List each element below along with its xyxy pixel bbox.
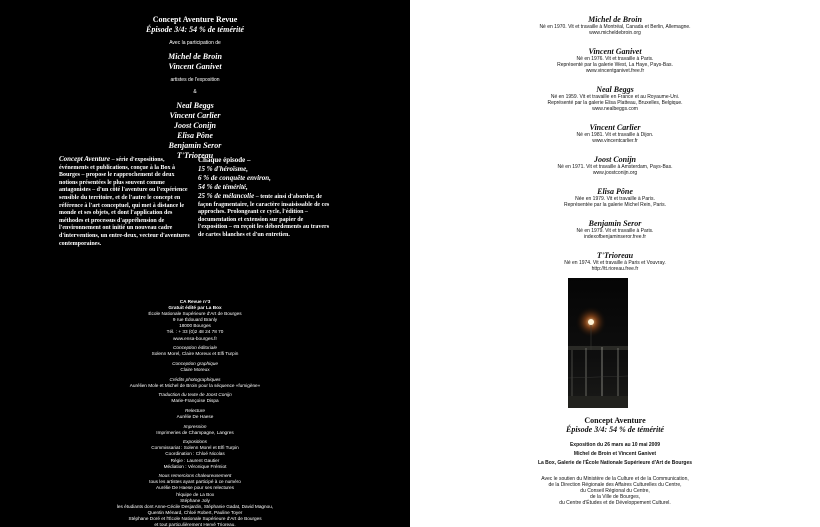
bio-line: www.vincentganivet.free.fr <box>585 68 645 74</box>
credit-label: Conception éditoriale <box>172 345 218 351</box>
address-line: École Nationale Supérieure d'Art de Bourges <box>148 311 242 317</box>
thanks-line: l'équipe de La Box <box>175 491 215 497</box>
credit-value: Médiation : Véronique Frémiot <box>163 463 227 469</box>
credit-value: Coordination : Chloé Nicolas <box>165 451 225 457</box>
bio-entry <box>515 85 715 112</box>
concept-lead: Concept Aventure <box>59 155 111 163</box>
bio-entry <box>515 219 715 240</box>
support-line: de la Ville de Bourges, <box>590 494 640 500</box>
support-line: du Centre d'Études et de Développement Culturel. <box>559 500 671 506</box>
participation-label: Avec la participation de <box>169 40 221 46</box>
artist-name: Vincent Carlier <box>169 111 221 120</box>
credit-value: Claire Moreux <box>180 366 210 372</box>
support-line: du Conseil Régional du Centre, <box>580 488 650 494</box>
thanks-line: Quentin Ménard, Chloé Robert, Pauline Toyer <box>147 509 243 515</box>
episode-item: 25 % de mélancolie <box>198 192 255 200</box>
bio-name: Vincent Ganivet <box>588 47 642 56</box>
credit-value: Solenn Morel, Claire Moreux et Elfi Turpin <box>151 351 239 357</box>
bio-line: Née en 1979. Vit et travaille à Paris. <box>575 196 655 202</box>
bio-line: www.nealbeggs.com <box>592 106 638 112</box>
bio-entry <box>515 187 715 208</box>
credit-value: Imprimeries de Champagne, Langres <box>156 429 234 435</box>
artist-name: Benjamin Seror <box>168 141 222 150</box>
episode-body: – tente ainsi d'aborder, de façon fragmentaire, le caractère insaisissable de ces approches. Prolongeant ce cycle, l'édition – documentation et extension sur papier de l'exposition – en reçoit les débordements au travers de cartes blanches et d'un entretien. <box>198 194 330 238</box>
bio-entry <box>515 47 715 74</box>
revue-title: Concept Aventure Revue <box>152 15 238 24</box>
colophon <box>95 299 295 527</box>
concept-column <box>59 156 191 248</box>
exhibition-dates: Exposition du 26 mars au 10 mai 2009 <box>569 442 661 448</box>
support-line: Avec le soutien du Ministère de la Culture et de la Communication, <box>541 476 689 482</box>
bio-line: Représenté par la galerie Elisa Platteau, Bruxelles, Belgique. <box>547 100 683 106</box>
organizer-name: Michel de Broin <box>168 52 222 61</box>
episode-intro: Chaque épisode – <box>198 156 251 164</box>
credit-label: Impression <box>183 423 207 429</box>
episode-item: 15 % d'héroïsme, <box>198 165 248 173</box>
support-line: de la Direction Régionale des Affaires Culturelles du Centre, <box>548 482 682 488</box>
artist-name: Elisa Pône <box>177 131 213 140</box>
address-line: 18000 Bourges <box>179 323 211 329</box>
bio-line: www.vincentcarlier.fr <box>592 138 638 144</box>
credit-label: Nous remercions chaleureusement <box>158 473 232 479</box>
artwork-photo <box>568 278 628 408</box>
credit-label: Crédits photographiques <box>169 376 221 382</box>
exhibition-title: Concept Aventure <box>584 416 646 425</box>
exhibition-artists: Michel de Broin et Vincent Ganivet <box>573 451 657 457</box>
credit-value: Commissariat : Solenn Morel et Elfi Turpin <box>151 445 239 451</box>
episode-item: 54 % de témérité, <box>198 183 248 191</box>
bio-name: Benjamin Seror <box>588 219 642 228</box>
credit-label: Relecture <box>184 407 206 413</box>
bio-entry <box>515 15 715 36</box>
thanks-line: Stéphane Joly <box>180 497 210 503</box>
bio-line: www.micheldebroin.org <box>589 30 641 36</box>
bio-line: Représentée par la galerie Michel Rein, Paris. <box>564 202 666 208</box>
address-line: www.ensa-bourges.fr <box>172 335 218 341</box>
bio-line: indexofbenjaminseror.free.fr <box>584 234 646 240</box>
right-page <box>410 0 820 527</box>
bio-line: www.joostconijn.org <box>592 170 638 176</box>
artist-name: Joost Conijn <box>173 121 216 130</box>
episode-item: 6 % de conquête environ, <box>198 174 271 182</box>
bio-line: Représenté par la galerie West, La Haye, Pays-Bas. <box>557 62 673 68</box>
bio-name: Joost Conijn <box>593 155 636 164</box>
thanks-line: Stéphane Doré et l'École Nationale Supérieure d'Art de Bourges <box>128 515 262 521</box>
artist-name: Neal Beggs <box>176 101 214 110</box>
bio-name: Michel de Broin <box>588 15 642 24</box>
episode-title: Épisode 3/4: 54 % de témérité <box>146 25 244 34</box>
ampersand: & <box>193 89 197 95</box>
artist-name: T'Trioreau <box>176 151 214 160</box>
artist-bios <box>515 15 715 283</box>
bio-line: http://tt.rioreau.free.fr <box>591 266 639 272</box>
address-line: Tél. : + 33 (0)2 48 24 78 70 <box>166 329 224 335</box>
bio-line: Né en 1971. Vit et travaille à Amsterdam, Pays-Bas. <box>557 164 673 170</box>
bio-name: Vincent Carlier <box>589 123 641 132</box>
thanks-line: et tout particulièrement Hervé Trioreau. <box>154 522 236 527</box>
bio-name: Neal Beggs <box>596 85 634 94</box>
thanks-line: les étudiants dont Anne-Cécile Desjardin, Stéphanie Gadat, David Magnou, <box>116 503 274 509</box>
thanks-line: tous les artistes ayant participé à ce numéro <box>149 479 241 485</box>
credit-label: Expositions <box>183 439 207 445</box>
exhibition-episode: Épisode 3/4: 54 % de témérité <box>566 425 664 434</box>
artists-label: artistes de l'exposition <box>170 77 220 83</box>
bio-entry <box>515 123 715 144</box>
bio-line: Né en 1981. Vit et travaille à Dijon. <box>576 132 654 138</box>
bio-line: Né en 1976. Vit et travaille à Paris. <box>576 56 654 62</box>
credit-value: Marie-Françoise Dispa <box>171 398 219 404</box>
bio-name: Elisa Pône <box>597 187 633 196</box>
organizer-name: Vincent Ganivet <box>168 62 222 71</box>
bio-entry <box>515 155 715 176</box>
bio-line: Né en 1974. Vit et travaille à Paris et Vouvray. <box>564 260 666 266</box>
bio-line: Né en 1959. Vit et travaille en France et au Royaume-Uni. <box>550 94 680 100</box>
bio-line: Né en 1970. Vit et travaille à Montréal, Canada et Berlin, Allemagne. <box>539 24 691 30</box>
bio-name: T'Trioreau <box>596 251 634 260</box>
exhibition-venue: La Box, Galerie de l'École Nationale Supérieure d'Art de Bourges <box>537 460 693 466</box>
credit-label: Conception graphique <box>172 360 218 366</box>
address-line: 9 rue Édouard Branly <box>172 317 218 323</box>
bio-entry <box>515 251 715 272</box>
credit-value: Aurélie De Haese <box>176 414 214 419</box>
bio-line: Né en 1979. Vit et travaille à Paris. <box>576 228 654 234</box>
intro-block <box>90 15 300 161</box>
credit-value: Aurélien Mole et Michel de Broin pour la séquence «fumigène» <box>129 382 261 388</box>
credit-label: Traduction du texte de Joost Conijn <box>158 392 232 398</box>
exhibition-info <box>515 416 715 506</box>
night-photo-graphic <box>568 278 628 408</box>
credit-value: Régie : Laurent Gautier <box>170 457 220 463</box>
colophon-head: CA Revue n°3 <box>179 299 211 304</box>
thanks-line: Aurélie De Haese pour ses relectures <box>156 485 234 491</box>
colophon-head: Gratuit édité par La Box <box>168 305 222 311</box>
concept-body: – série d'expositions, événements et publications, conçue à la Box à Bourges – propose le rapprochement de deux notions présentées le plus souvent comme antagonistes – d'un côté l'aventure ou l'expérience sensible du territoire, et de l'autre le concept en référence à l'art conceptuel, qui met à distance le monde et ses objets, et dont l'application des méthodes et processus d'appréhension de l'environnement ont initié un nouveau cadre d'interventions, un entre-deux, vecteur d'aventures contemporaines. <box>59 157 190 247</box>
episode-column <box>198 156 333 240</box>
